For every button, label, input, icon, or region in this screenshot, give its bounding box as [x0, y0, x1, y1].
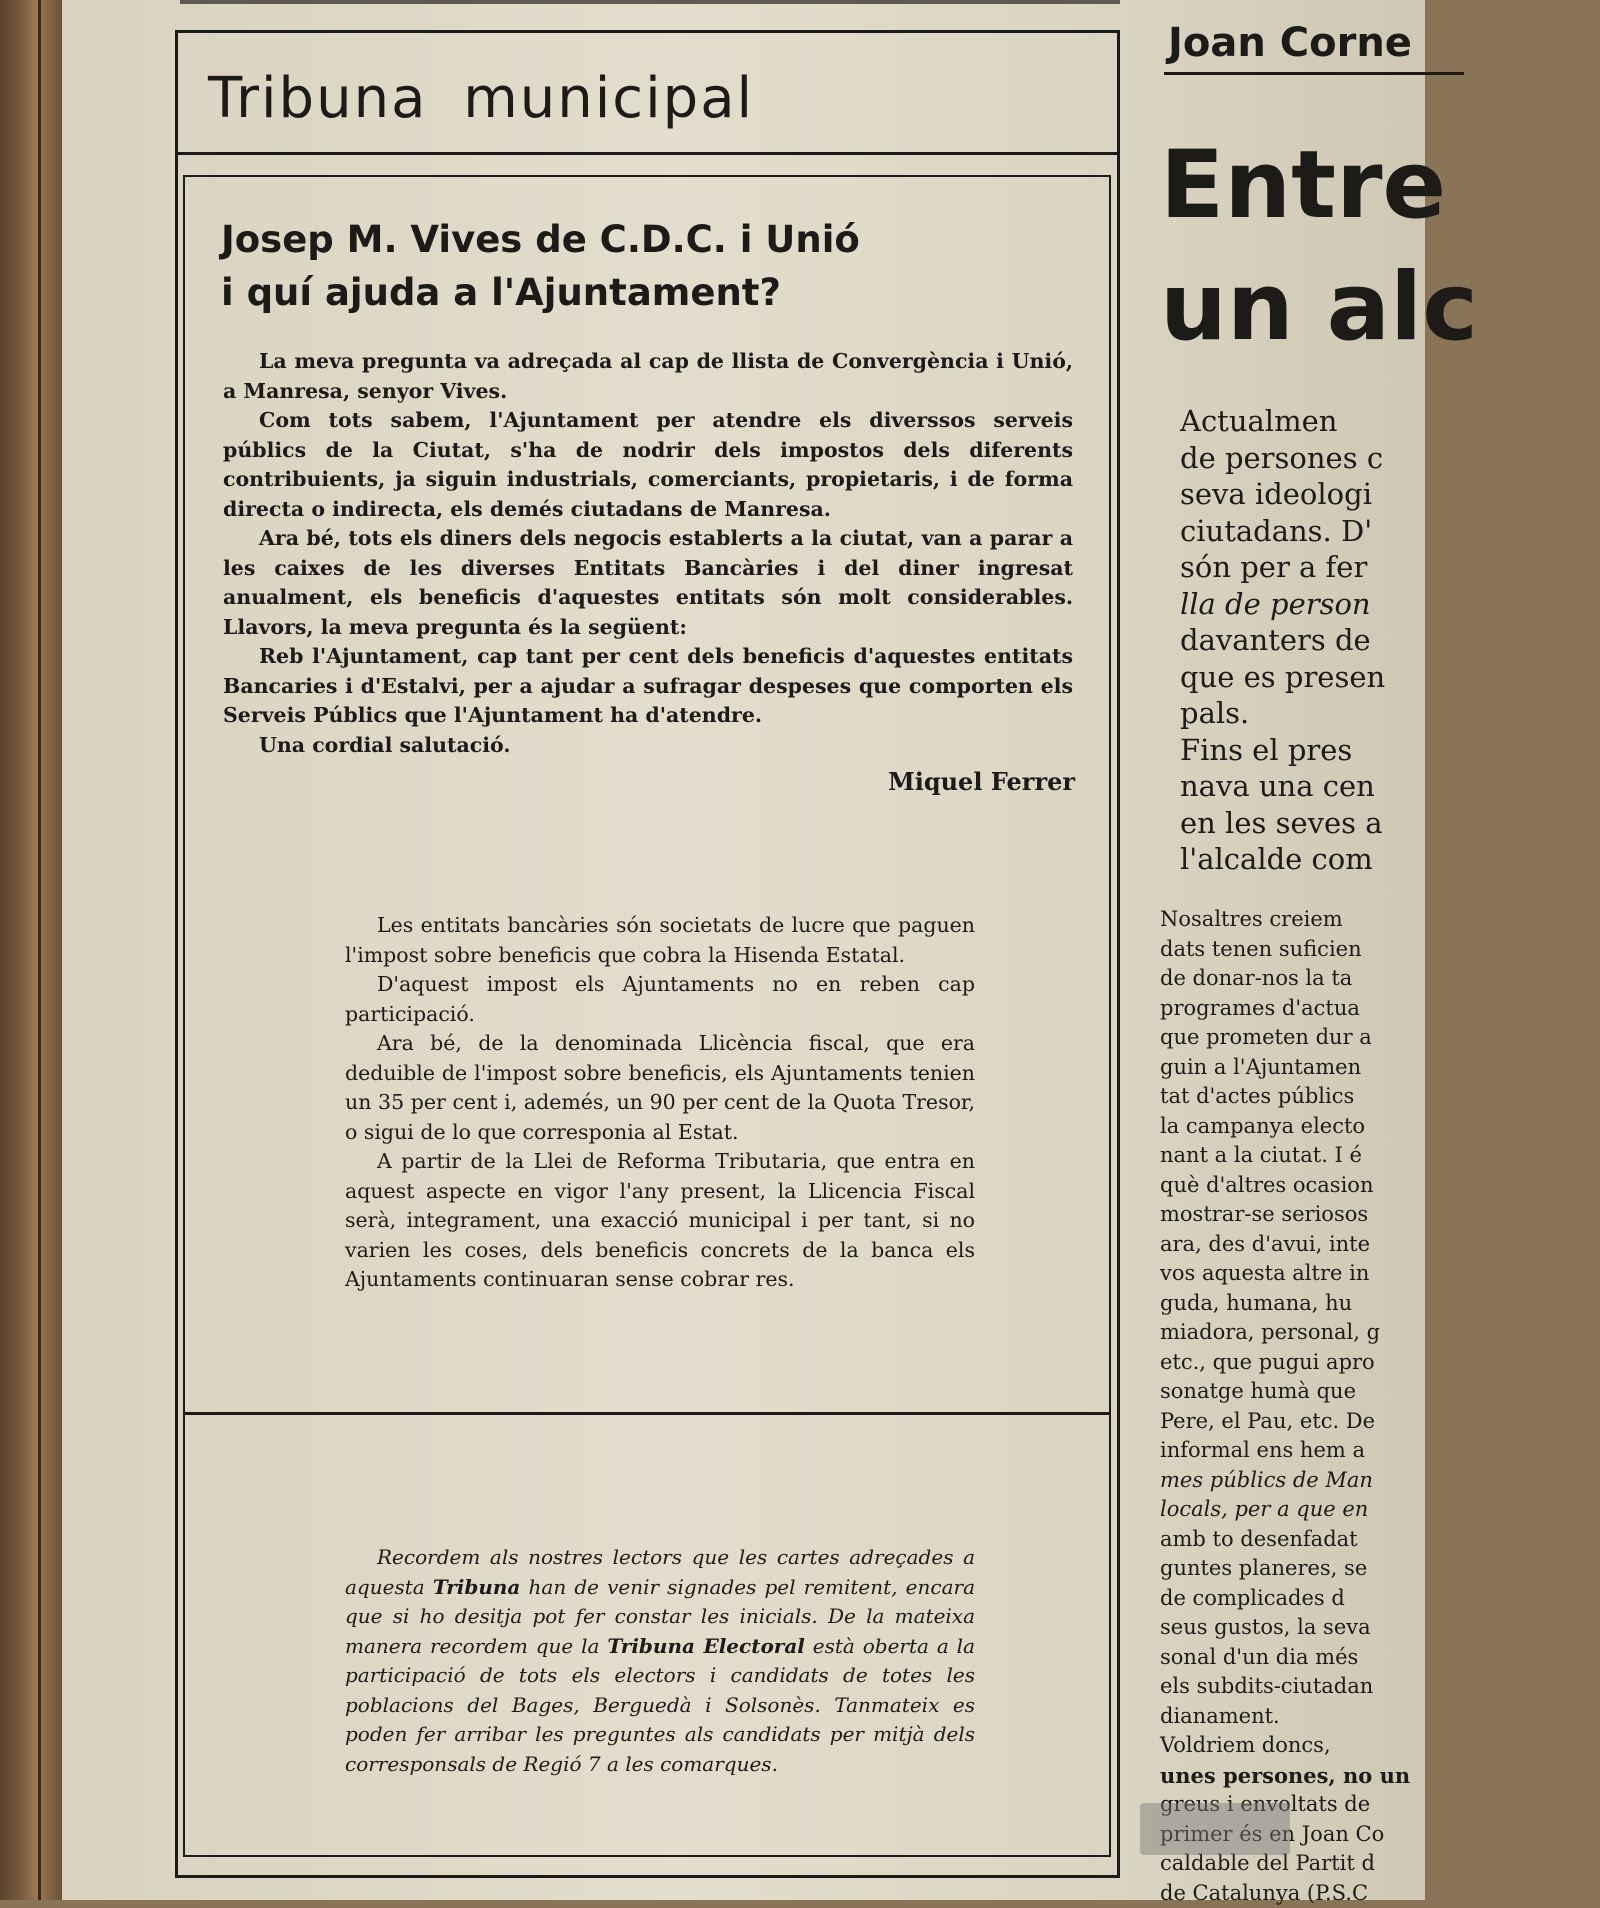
body-line: Voldriem doncs, — [1160, 1731, 1580, 1761]
body-line: de Catalunya (P.S.C — [1160, 1879, 1580, 1908]
top-rule — [180, 0, 1120, 4]
body-line: etc., que pugui apro — [1160, 1348, 1580, 1378]
reply-paragraph: Ara bé, de la denominada Llicència fiscal, que era deduible de l'impost sobre beneficis, els Ajuntaments tenien un 35 per cent i, ademés, un 90 per cent de la Quota Tresor, o sigui de lo que corresponia al Estat. — [345, 1029, 975, 1147]
body-line: programes d'actua — [1160, 994, 1580, 1024]
body-line: locals, per a que en — [1160, 1495, 1580, 1525]
reply-paragraph: A partir de la Llei de Reforma Tributaria, que entra en aquest aspecte en vigor l'any present, la Llicencia Fiscal serà, integrament, una exacció municipal i per tant, si no varien les coses, dels beneficis concrets de la banca els Ajuntaments continuaran sense cobrar res. — [345, 1147, 975, 1295]
letter-title-line: i quí ajuda a l'Ajuntament? — [221, 266, 1081, 319]
body-line: unes persones, no un — [1160, 1761, 1580, 1791]
lede-line: de persones c — [1180, 440, 1600, 477]
body-line: miadora, personal, g — [1160, 1318, 1580, 1348]
lede-line: lla de person — [1180, 586, 1600, 623]
body-line: què d'altres ocasion — [1160, 1171, 1580, 1201]
body-line: sonatge humà que — [1160, 1377, 1580, 1407]
notice-tribuna: Tribuna — [433, 1575, 521, 1599]
body-line: guda, humana, hu — [1160, 1289, 1580, 1319]
lede-line: en les seves a — [1180, 805, 1600, 842]
tribuna-column — [175, 30, 1120, 1878]
letter-paragraph: Ara bé, tots els diners dels negocis establerts a la ciutat, van a parar a les caixes de les diverses Entitats Bancàries i del diner ingresat anualment, els beneficis d'aquestes entitats són molt considerables. Llavors, la meva pregunta és la següent: — [223, 524, 1073, 642]
body-line: caldable del Partit d — [1160, 1849, 1580, 1879]
body-line: de donar-nos la ta — [1160, 964, 1580, 994]
notice-tribuna-electoral: Tribuna Electoral — [607, 1634, 805, 1658]
byline: Joan Corne — [1168, 20, 1412, 66]
letter-paragraph: Com tots sabem, l'Ajuntament per atendre els diverssos serveis públics de la Ciutat, s'ha de nodrir dels impostos dels diferents contribuients, ja siguin industrials, comerciants, propietaris, i de forma directa o indirecta, els demés ciutadans de Manresa. — [223, 406, 1073, 524]
letter-signature: Miquel Ferrer — [888, 767, 1075, 796]
letter-title-line: Josep M. Vives de C.D.C. i Unió — [221, 213, 1081, 266]
body-line: els subdits-ciutadan — [1160, 1672, 1580, 1702]
watermark — [1140, 1803, 1290, 1855]
reply-paragraph: Les entitats bancàries són societats de lucre que paguen l'impost sobre beneficis que cobra la Hisenda Estatal. — [345, 911, 975, 970]
letter-paragraph: La meva pregunta va adreçada al cap de llista de Convergència i Unió, a Manresa, senyor Vives. — [223, 347, 1073, 406]
body-text — [1160, 905, 1580, 1908]
lede-line: ciutadans. D' — [1180, 513, 1600, 550]
headline — [1160, 125, 1478, 369]
body-line: guin a l'Ajuntamen — [1160, 1053, 1580, 1083]
lede-line: davanters de — [1180, 622, 1600, 659]
headline-line: un alc — [1160, 247, 1478, 369]
body-line: amb to desenfadat — [1160, 1525, 1580, 1555]
body-line: tat d'actes públics — [1160, 1082, 1580, 1112]
body-line: greus i envoltats de — [1160, 1790, 1580, 1820]
adjacent-article — [1130, 0, 1425, 1900]
body-line: de complicades d — [1160, 1584, 1580, 1614]
lede-line: seva ideologi — [1180, 476, 1600, 513]
body-line: seus gustos, la seva — [1160, 1613, 1580, 1643]
reply-paragraph: D'aquest impost els Ajuntaments no en reben cap participació. — [345, 970, 975, 1029]
lede-line: l'alcalde com — [1180, 841, 1600, 878]
body-line: guntes planeres, se — [1160, 1554, 1580, 1584]
lede-line: són per a fer — [1180, 549, 1600, 586]
body-line: dianament. — [1160, 1702, 1580, 1732]
section-header — [178, 33, 1117, 155]
notice-text: Recordem als nostres lectors que les cartes adreçades a aquesta — [345, 1545, 975, 1599]
editorial-reply — [345, 911, 975, 1295]
body-line: primer és en Joan Co — [1160, 1820, 1580, 1850]
section-title: Tribuna municipal — [208, 71, 754, 127]
binding-edge — [38, 0, 41, 1900]
body-line: mostrar-se seriosos — [1160, 1200, 1580, 1230]
article-box — [183, 175, 1111, 1857]
headline-line: Entre — [1160, 125, 1478, 247]
letter-paragraph: Reb l'Ajuntament, cap tant per cent dels beneficis d'aquestes entitats Bancaries i d'Estalvi, per a ajudar a sufragar despeses que comporten els Serveis Públics que l'Ajuntament ha d'atendre. — [223, 642, 1073, 731]
body-line: Pere, el Pau, etc. De — [1160, 1407, 1580, 1437]
lede-line: Fins el pres — [1180, 732, 1600, 769]
lede-line: nava una cen — [1180, 768, 1600, 805]
body-line: informal ens hem a — [1160, 1436, 1580, 1466]
body-line: sonal d'un dia més — [1160, 1643, 1580, 1673]
lede-line: que es presen — [1180, 659, 1600, 696]
notice-paragraph — [345, 1543, 975, 1779]
letter-body — [223, 347, 1073, 760]
notice-text: han de venir signades pel remitent, encara que si ho desitja pot fer constar les inicials. De la mateixa manera recordem que la — [345, 1575, 975, 1658]
body-line: la campanya electo — [1160, 1112, 1580, 1142]
body-line: ara, des d'avui, inte — [1160, 1230, 1580, 1260]
body-line: dats tenen suficien — [1160, 935, 1580, 965]
body-line: que prometen dur a — [1160, 1023, 1580, 1053]
lede-text — [1180, 403, 1600, 878]
section-divider — [185, 1412, 1109, 1415]
book-binding — [0, 0, 62, 1900]
byline-rule — [1164, 72, 1464, 75]
notice-text: està oberta a la participació de tots els electors i candidats de totes les poblacions del Bages, Berguedà i Solsonès. Tanmateix es poden fer arribar les preguntes als candidats per mitjà dels corresponsals de Regió 7 a les comarques. — [345, 1634, 975, 1776]
letter-paragraph: Una cordial salutació. — [223, 731, 1073, 761]
body-line: Nosaltres creiem — [1160, 905, 1580, 935]
readers-notice — [345, 1543, 975, 1779]
lede-line: pals. — [1180, 695, 1600, 732]
body-line: vos aquesta altre in — [1160, 1259, 1580, 1289]
lede-line: Actualmen — [1180, 403, 1600, 440]
body-line: mes públics de Man — [1160, 1466, 1580, 1496]
letter-title — [221, 213, 1081, 319]
body-line: nant a la ciutat. I é — [1160, 1141, 1580, 1171]
